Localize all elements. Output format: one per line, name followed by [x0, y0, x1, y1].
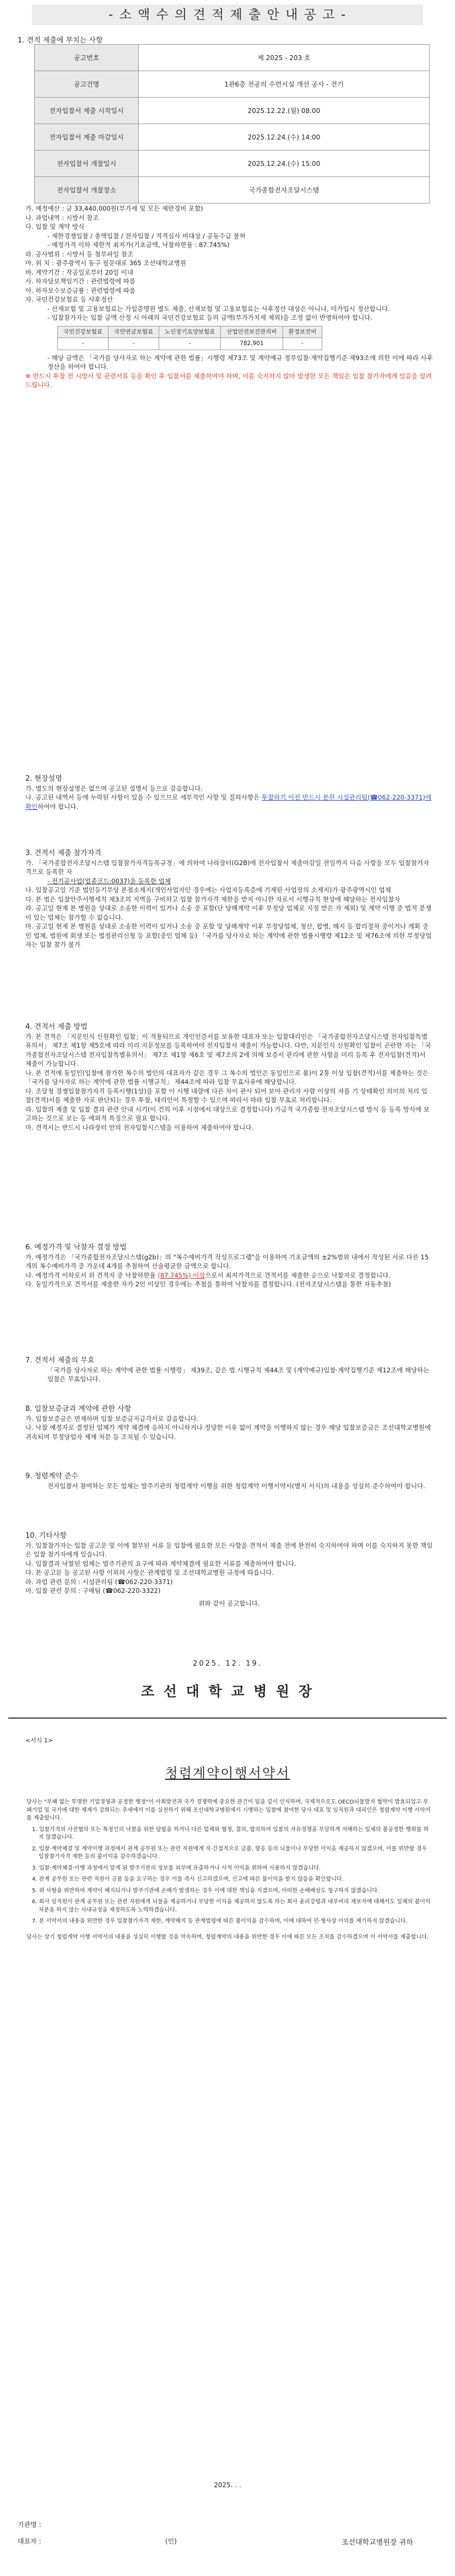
- s4-item-na: 나. 본 견적에 동일인(입찰에 참가한 복수의 법인의 대표자가 같은 경우 그 복수의 법인은 동일인으로 봄)이 2통 이상 입찰(견적)서를 제출하는 것은 「국가를 당사자로 하는 계약에 관한 법률 시행규칙」 제44조에 따라 입찰 무효사유에 해당합니다.: [25, 1069, 429, 1086]
- pledge-item: 2. 입찰·계약체결 및 계약이행 과정에서 관계 공무원 또는 관련 직원에게 직·간접적으로 금품, 향응 등의 뇌물이나 부당한 이익을 제공하지 않겠으며, 이를 위반할 경우 입찰참가자격 제한 등의 불이익을 감수하겠습니다.: [32, 1845, 427, 1860]
- s4-item-ga: 가. 본 견적은 「지문인식 신원확인 입찰」이 적용되므로 개인인증서를 보유한 대표자 또는 입찰대리인은 「국가종합전자조달시스템 전자입찰특별유의서」 제7조 제1항 제5호에 따라 미리 지문정보를 등록하여야 전자입찰서 제출이 가능합니다. 다만, 지문인식 신원확인 입찰이 곤란한 자는 「국가종합전자조달시스템 전자입찰특별유의서」 제7조 제1항 제6호 및 제7조의 2에 의해 보증서 관리에 관한 사항을 미리 등록 후 전자입찰(견적)서 제출이 가능합니다.: [25, 1032, 431, 1067]
- cell: -: [58, 338, 109, 350]
- item-warranty: 사. 하자담보책임기간 : 관련법령에 따름: [25, 277, 136, 285]
- s6-item-ga: 가. 예정가격은 「국가종합전자조달시스템(g2b)」의 "복수예비가격 작성프로그램"을 이용하여 기초금액의 ±2%범위 내에서 작성된 서로 다른 15개의 복수예비가격 중 가운데 4개를 추첨하여 산술평균한 금액으로 합니다.: [25, 1253, 429, 1270]
- s10-item-ra: 라. 과업 관련 문의 : 시설관리팀 (☎062-220-3371): [25, 1577, 173, 1586]
- item-period: 바. 계약기간 : 착공일로부터 20일 이내: [25, 268, 133, 276]
- col-header: 국민건강보험료: [58, 326, 109, 338]
- s6-na-rate: (87.745%) 이상: [158, 1271, 205, 1279]
- contact-link[interactable]: 투찰하기 이전 반드시 본원 시설관리팀(☎062-220-3371)에 확인: [25, 793, 432, 811]
- s9-item-ga: 전자입찰서 참여하는 모든 업체는 발주기관의 청렴계약 이행을 위한 청렴계약 이행서약서(별지 서식)의 내용을 성실히 준수하여야 합니다.: [47, 1482, 425, 1490]
- s2-item-ga: 가. 별도의 현장설명은 없으며 공고된 설명서 등으로 갈음합니다.: [25, 784, 203, 792]
- table-row: [35, 45, 430, 71]
- bid-info-table: [34, 44, 430, 203]
- issuer-name: 조 선 대 학 교 병 원 장: [140, 1683, 315, 1699]
- section-6: [25, 1243, 433, 1289]
- s3-item-ma: 마. 공고일 현재 본 병원을 상대로 소송한 이력이 있거나 소송 중 포함 및 당해계약 이후 부정당업체, 청산, 합병, 해지 등 합리절차 중이거나 계획 중인 업체, 법원에 회생 또는 법정관리신청 등 포함(중인 업체 등) 「국가를 당사자로 하는 계약에 관한 법률시행령 제12조 및 제76조에 의한 부정당업자는 입찰 참가 불가: [25, 922, 432, 948]
- s7-item-ga: 「국가를 당사자로 하는 계약에 관한 법률 시행령」 제39조, 같은 법 시행규칙 제44조 및 (계약예규)입찰·계약집행기준 제12조에 해당하는 입찰은 무효입니다.: [47, 1366, 430, 1383]
- row-label: 전자입찰서 개찰일시: [35, 151, 139, 177]
- item-insurance-1: - 산재보험 및 고용보험료는 가입증명원 별도 제출, 산재보험 및 고용보험료는 사후정산 대상은 아니나, 미가입시 정산합니다.: [47, 304, 390, 313]
- section-1-heading: 1. 견적 제출에 부치는 사항: [18, 36, 103, 45]
- cell: -: [283, 338, 322, 350]
- col-header: 산업안전보건관리비: [221, 326, 283, 338]
- pledge-item: 6. 회사 임직원이 관계 공무원 또는 관련 직원에게 뇌물을 제공하거나 부당한 이익을 제공하지 않도록 하는 회사 윤리강령과 내부비리 제보자에 대해서도 일체의 불이익 처분을 하지 않는 사내규정을 제정하도록 노력하겠습니다.: [32, 1899, 431, 1913]
- row-label: 전자입찰서 개찰장소: [35, 177, 139, 203]
- closing-statement: 위와 같이 공고합니다.: [198, 1599, 260, 1607]
- section-4: [25, 1023, 433, 1132]
- pledge-title: 청렴계약이행서약서: [165, 1765, 290, 1781]
- seal-mark: (인): [165, 2537, 177, 2545]
- s6-na-pre: 나. 예정가격 이하로서 위 견적자 중 낙찰하한율: [25, 1271, 158, 1279]
- s3-item-da: 다. 본 범은 입찰안주서행세칙 제3조의 지역을 구비하고 입찰 참가자격 제한을 받지 아니한 자로서 시행규칙 현상에 해당하는 전자입찰자: [25, 895, 400, 903]
- representative-label: 대표자 :: [18, 2537, 41, 2545]
- row-label: 전자입찰서 제출 마감일시: [35, 124, 139, 151]
- item-insurance-3: - 해당 금액은 「국가를 당사자로 하는 계약에 관한 법률」시행령 제73조 및 계약예규 정부입찰·계약집행기준 제93조에 의한 이에 따라 사후정산을 하여야 합니다.: [47, 353, 433, 371]
- cell: -: [109, 338, 159, 350]
- s10-item-da: 다. 본 공고문 등 공고된 사항 이외의 사항은 관계법령 및 조선대학교병원 규정에 따릅니다.: [25, 1569, 274, 1576]
- row-value: 2025.12.24.(수) 14:00: [139, 124, 430, 151]
- warning-note: ※ 반드시 투찰 전 시방서 및 관련서류 등을 확인 후 입찰서를 제출하여야 하며, 이를 숙지하지 않아 발생한 모든 책임은 입찰 참가자에게 있음을 알려드립니다.: [25, 372, 432, 389]
- pledge-body: [26, 1799, 432, 1945]
- announcement-date: 2025. 12. 19.: [193, 1660, 262, 1668]
- section-10: [25, 1532, 433, 1608]
- s8-item-ga: 가. 입찰보증금은 면제하며 입찰 보증금지급각서로 갈음합니다.: [25, 1414, 199, 1423]
- s2-na-post: 하여야 합니다.: [37, 802, 79, 811]
- s3-item-ra: 라. 공고일 현재 본 병원을 상대로 소송한 이력이 있거나 소송 중 포함(단 당해계약 이후 부정당 업체로 지정 받은 자 제외) 및 계약 이행 중 법적 분쟁이 있는 업체는 참가할 수 없습니다.: [25, 904, 432, 921]
- item-scope: 나. 과업내역 : 시방서 참조: [25, 213, 99, 222]
- table-row: [35, 124, 430, 151]
- section-9: [25, 1472, 433, 1490]
- col-header: 국민연금보험료: [109, 326, 159, 338]
- item-insurance-2: - 입찰참가자는 입찰 금액 산정 시 아래의 국민건강보험료 등의 금액(부가가치세 제외)을 조정 없이 반영하여야 합니다.: [47, 314, 373, 321]
- s6-item-na: [25, 1271, 433, 1280]
- item-range: 라. 공사범위 : 시방서 등 첨부파일 참조: [25, 250, 134, 258]
- row-value: 국가종합전자조달시스템: [139, 177, 430, 203]
- s10-item-ma: 마. 입찰 관련 문의 : 구매팀 (☎062-220-3322): [25, 1587, 161, 1595]
- s2-na-pre: 나. 공고된 내역서 등에 누락된 사항이 있을 수 있으므로 세부적인 사항 및 질의사항은: [25, 793, 262, 801]
- table-row: [35, 177, 430, 203]
- pledge-intro: 당사는 "부패 없는 투명한 기업경영과 공정한 행정"이 사회발전과 국가 경쟁력에 중요한 관건이 됨을 깊이 인식하며, 국제적으로도 OECD뇌물방지 협약이 발효되었고 부패기업 및 국가에 대한 제재가 강화되는 추세에서 이를 실천하기 위해 조선대학교병원에서 시행하는 입찰에 참여한 당사 대표 및 임직원과 대리인은 청렴계약 이행 서약서를 제출합니다.: [26, 1799, 431, 1821]
- section-8: [25, 1405, 433, 1441]
- item-method-2: - 예정가격 이하 제한적 최저가(기초금액, 낙찰하한율 : 87.745%): [47, 241, 230, 249]
- section-2: [25, 775, 433, 811]
- s3-item-na: 나. 입찰공고일 기준 법인등기부상 본점소재지(개인사업자인 경우에는 사업자등록증에 기재된 사업장의 소재지)가 광주광역시인 업체: [25, 886, 391, 894]
- s6-item-da: 다. 동일가격으로 견적서를 제출한 자가 2인 이상인 경우에는 추첨을 통하여 낙찰자를 결정합니다. (전자조달시스템을 통한 자동추첨): [25, 1280, 391, 1288]
- row-value: 2025.12.24.(수) 15:00: [139, 151, 430, 177]
- section-10-heading: 10. 기타사항: [25, 1532, 67, 1540]
- s6-na-post: 으로서 최저가격으로 견적서를 제출한 순으로 낙찰자로 결정합니다.: [205, 1271, 391, 1279]
- s4-item-da: 다. 조달청 경쟁입찰참가자격 등록시행(1상)을 포함 이 시행 대량에 다른 차이 관사 되어 보아 관리자 사람 이상의 자를 기 상태확인 의미의 처리 입찰(견적)서를 제출한 자로 판단되는 경우 투찰, 대리인이 특정할 수 있으며 따라서 따라 입찰 무효로 처리합니다.: [25, 1087, 427, 1104]
- table-header-row: [58, 326, 322, 338]
- row-value: 1관6층 전공의 수련시설 개선 공사 - 전기: [139, 71, 430, 98]
- section-1-items: [25, 204, 433, 390]
- pledge-item: 5. 위 사항을 위반하여 계약이 해지되거나 발주기관에 손해가 발생하는 경우 이에 대한 책임을 지겠으며, 어떠한 손해배상도 청구하지 않겠습니다.: [32, 1887, 380, 1894]
- item-warranty-rate: 아. 하자보수보증금률 : 관련법령에 따름: [25, 286, 136, 294]
- s2-item-na: [25, 793, 433, 811]
- section-6-heading: 6. 예정가격 및 낙찰자 결정 방법: [25, 1243, 127, 1252]
- s4-item-ra: 라. 입찰의 제출 및 입찰 결과 관련 안내 시기(이 건의 이후 시점에서 대상으로 결정합니다) 가급적 국가종합 전자조달시스템 방식 등 등록 방식에 보고하는 것으로 보는 등 예외적 특징으로 필요 합니다.: [25, 1105, 430, 1122]
- section-3-heading: 3. 견적서 제출 참가자격: [25, 849, 101, 857]
- table-row: [58, 338, 322, 350]
- section-4-heading: 4. 견적서 제출 방법: [25, 1023, 88, 1031]
- row-label: 전자입찰서 제출 시작일시: [35, 98, 139, 124]
- insurance-cost-table: [57, 326, 322, 350]
- page-divider: [8, 1718, 447, 1719]
- section-2-heading: 2. 현장설명: [25, 775, 62, 783]
- s4-item-ma: 마. 견적서는 반드시 나라장터 안의 전자입찰시스템을 이용하여 제출하여야 합니다.: [25, 1123, 254, 1131]
- pledge-item: 4. 관계 공무원 또는 관련 직원이 금품 등을 요구하는 경우 이를 즉시 신고하겠으며, 신고에 따른 불이익을 받지 않음을 확인합니다.: [32, 1876, 344, 1882]
- item-method: 다. 입찰 및 계약 방식: [25, 223, 85, 230]
- table-row: [35, 151, 430, 177]
- section-8-heading: 8. 입찰보증금과 계약에 관한 사항: [25, 1405, 132, 1413]
- cell: 782,901: [221, 338, 283, 350]
- table-row: [35, 98, 430, 124]
- item-method-1: - 제한경쟁입찰 / 총액입찰 / 전자입찰 / 적격심사 비대상 / 공동수급 불허: [47, 232, 246, 240]
- section-9-heading: 9. 청렴계약 준수: [25, 1472, 79, 1480]
- addressee: 조선대학교병원장 귀하: [342, 2539, 413, 2547]
- pledge-date: 2025. . .: [214, 2481, 241, 2489]
- row-label: 공고번호: [35, 45, 139, 71]
- section-7-heading: 7. 견적서 제출의 무효: [25, 1356, 95, 1365]
- company-label: 기관명 :: [18, 2521, 41, 2529]
- pledge-closing: 당사는 상기 청렴계약 이행 서약서의 내용을 성실히 이행할 것을 약속하며, 청렴계약의 내용을 위반한 경우 이에 따른 모든 조치를 감수하겠으며 이 서약서를 제출합니다.: [26, 1934, 429, 1940]
- s3-item-ga: 가. 「국가종합전자조달시스템 입찰참가자격등록규정」에 의하여 나라장터(G2B)에 전자입찰서 제출마감일 전일까지 다음 사항을 모두 입찰참가자격으로 등록한 자: [25, 858, 430, 876]
- page-title: - 소 액 수 의 견 적 제 출 안 내 공 고 -: [32, 4, 423, 25]
- s10-item-na: 나. 입찰결과 낙찰된 업체는 발주기관의 요구에 따라 계약체결에 필요한 서류를 제출하여야 합니다.: [25, 1559, 296, 1568]
- pledge-item: 1. 입찰가격의 사전협의 또는 특정인의 낙찰을 위한 담합을 하거나 다른 업체와 협정, 결의, 합의하여 입찰의 자유경쟁을 부당하게 저해하는 일체의 불공정한 행위를 하지 않겠습니다.: [32, 1826, 429, 1840]
- form-number: <서식 1>: [25, 1737, 53, 1744]
- s3-item-ga1: - 전기공사업(업종코드:0037)을 등록한 업체: [47, 877, 171, 885]
- col-header: 환경보전비: [283, 326, 322, 338]
- item-location: 마. 위 치 : 광주광역시 동구 필문대로 365 조선대학교병원: [25, 259, 187, 267]
- s8-item-na: 나. 낙찰 예정자로 결정된 업체가 계약 체결에 응하지 아니하거나 정당한 이유 없이 계약을 이행하지 않는 경우 해당 입찰보증금은 조선대학교병원에 귀속되며 부정당업자 제재 처분 등 조치될 수 있습니다.: [25, 1424, 431, 1441]
- section-7: [25, 1356, 433, 1384]
- pledge-item: 7. 본 서약서의 내용을 위반한 경우 입찰참가자격 제한, 계약해지 등 관계법령에 따른 불이익을 감수하며, 이에 대하여 민·형사상 이의를 제기하지 않겠습니다.: [32, 1918, 408, 1924]
- item-budget: 가. 예정예산 : 금 33,440,000원(부가세 및 모든 제반경비 포함): [25, 205, 203, 212]
- cell: -: [159, 338, 221, 350]
- pledge-item: 3. 입찰·계약체결·이행 과정에서 알게 된 발주기관의 정보를 외부에 유출하거나 사적 이익을 위하여 사용하지 않겠습니다.: [32, 1865, 321, 1871]
- s10-item-ga: 가. 입찰참가자는 입찰 공고문 및 이에 첨부된 서류 등 입찰에 필요한 모든 사항을 견적서 제출 전에 완전히 숙지하여야 하며 이를 숙지하지 못한 책임은 입찰 참가자에게 있습니다.: [25, 1541, 433, 1558]
- table-row: [35, 71, 430, 98]
- row-value: 2025.12.22.(월) 08:00: [139, 98, 430, 124]
- item-insurance: 자. 국민건강보험료 등 사후정산: [25, 296, 113, 303]
- section-3: [25, 849, 433, 949]
- col-header: 노인장기요양보험료: [159, 326, 221, 338]
- row-label: 공고건명: [35, 71, 139, 98]
- row-value: 제 2025 - 203 호: [139, 45, 430, 71]
